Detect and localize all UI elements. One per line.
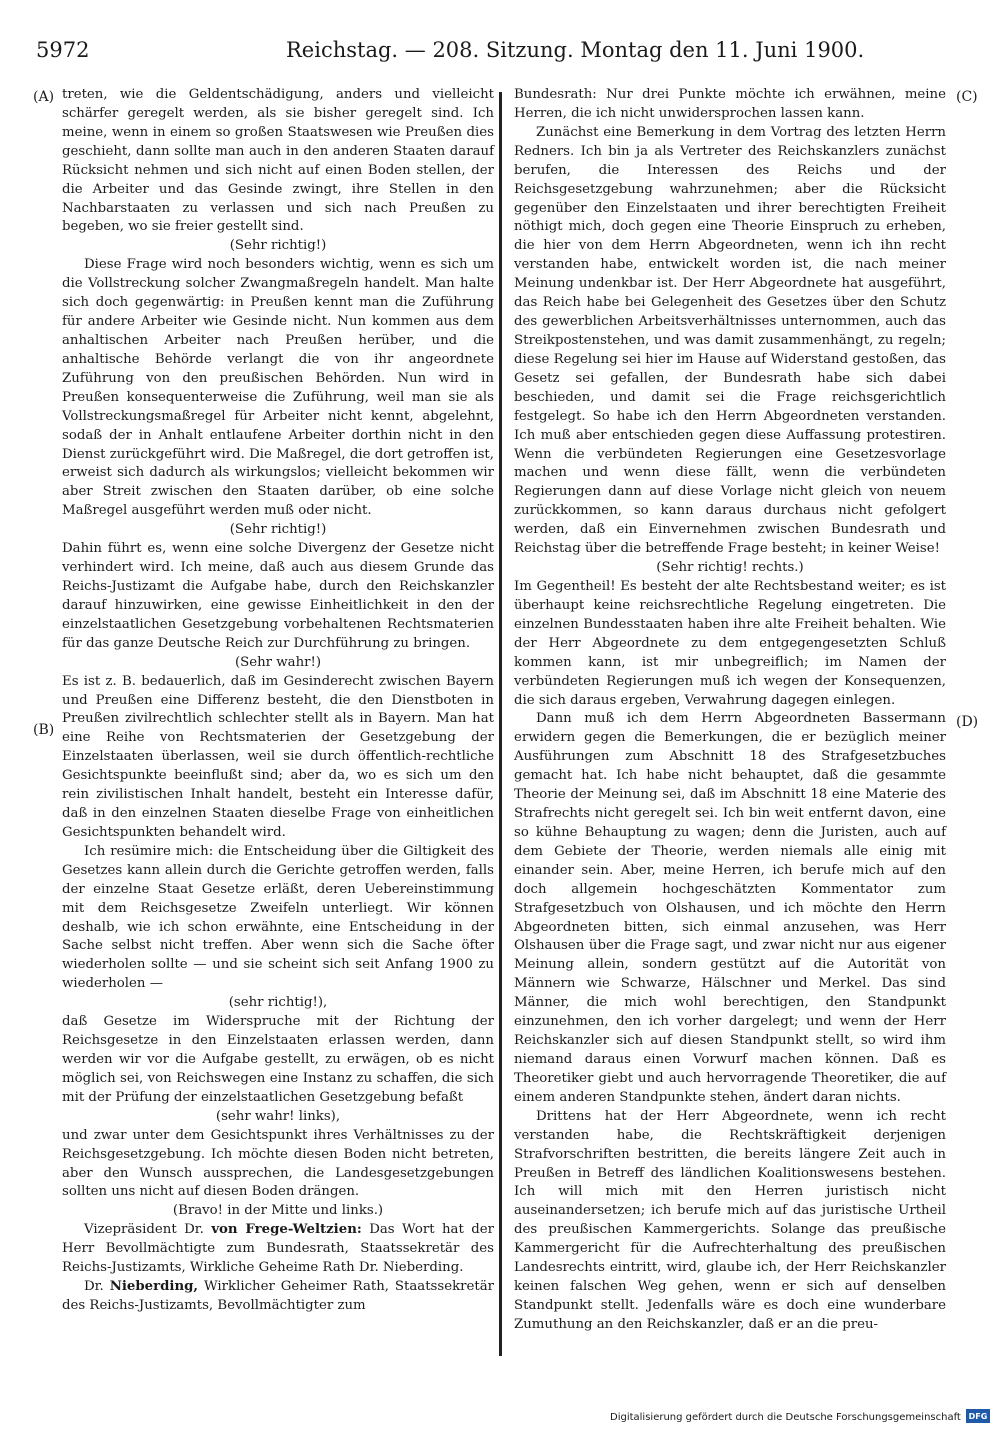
paragraph: Drittens hat der Herr Abgeordnete, wenn ich recht verstanden habe, die Rechtskräftigkeit derjenigen Strafvorschriften bestritten, die bereits längere Zeit auch in Preußen in Betreff des ländlichen Koalitionswesens bestehen. Ich will mich mit den Herren juristisch nicht auseinandersetzen; ich berufe mich auf das juristische Urtheil des preußischen Kammergerichts. Solange das preußische Kammergericht für die Aufrechterhaltung des preußischen Landesrechts eintritt, wird, glaube ich, der Herr Reichskanzler keinen falschen Weg gehen, wenn er sich auf denselben Standpunkt stellt. Jedenfalls wäre es doch eine wunderbare Zumuthung an den Reichskanzler, daß er an die preu-: [514, 1108, 946, 1332]
paragraph: Es ist z. B. bedauerlich, daß im Gesinderecht zwischen Bayern und Preußen eine Differenz besteht, die den Dienstboten in Preußen zivilrechtlich schlechter stellt als in Bayern. Man hat eine Reihe von Rechtsmaterien der Gesetzgebung der Einzelstaaten überlassen, weil sie durch öffentlich-rechtliche Gesichtspunkte beeinflußt sind; aber da, wo es sich um den rein zivilistischen Inhalt handelt, besteht ein Interesse dafür, daß in den einzelnen Staaten dieselbe Frage von einheitlichen Gesichtspunkten behandelt wird.: [62, 673, 494, 840]
paragraph: Dahin führt es, wenn eine solche Divergenz der Gesetze nicht verhindert wird. Ich meine, daß auch aus diesem Grunde das Reichs-Justizamt die Aufgabe habe, durch den Reichskanzler darauf hinzuwirken, eine gewisse Einheitlichkeit in den der einzelstaatlichen Gesetzgebung vorbehaltenen Rechtsmaterien für das ganze Deutsche Reich zur Durchführung zu bringen.: [62, 541, 494, 651]
interjection: (Bravo! in der Mitte und links.): [172, 1203, 384, 1219]
paragraph: Im Gegentheil! Es besteht der alte Rechtsbestand weiter; es ist überhaupt keine reichsrechtliche Regelung eingetreten. Die einzelnen Bundesstaaten haben ihre alte Freiheit behalten. Wie der Herr Abgeordnete zu dem entgegengesetzten Schluß kommen kann, ist mir unbegreiflich; im Namen der verbündeten Regierungen muß ich wegen der Konsequenzen, die sich daraus ergeben, Verwahrung dagegen einlegen.: [514, 578, 946, 708]
interjection: (Sehr richtig!): [229, 238, 327, 254]
page-header: Reichstag. — 208. Sitzung. Montag den 11. Juni 1900.: [286, 38, 865, 62]
interjection: (sehr richtig!),: [228, 995, 328, 1011]
speaker-name: von Frege-Weltzien:: [211, 1222, 362, 1238]
column-divider: [499, 92, 502, 1356]
speaker-title: Vizepräsident Dr.: [84, 1222, 212, 1238]
speaker-text: Wirklicher Geheimer Rath, Staatssekretär des Reichs-Justizamts, Bevollmächtigter zum: [62, 1279, 494, 1313]
interjection: (sehr wahr! links),: [215, 1108, 341, 1124]
speaker-paragraph: [62, 1278, 494, 1316]
speaker-title: Dr.: [84, 1279, 110, 1295]
speaker-name: Nieberding,: [109, 1279, 199, 1295]
paragraph: Ich resümire mich: die Entscheidung über die Giltigkeit des Gesetzes kann allein durch die Gerichte getroffen werden, falls der einzelne Staat Gesetze erläßt, deren Uebereinstimmung mit dem Reichsgesetze Zweifeln unterliegt. Wir können deshalb, wie ich schon erwähnte, eine Entscheidung in der Sache selbst nicht treffen. Aber wenn sich die Sache öfter wiederholen sollte — und sie scheint sich seit Anfang 1900 zu wiederholen —: [62, 843, 494, 992]
margin-marker-a: (A): [33, 89, 55, 105]
speaker-text: Das Wort hat der Herr Bevollmächtigte zum Bundesrath, Staatssekretär des Reichs-Justizamts, Wirkliche Geheime Rath Dr. Nieberding.: [62, 1222, 494, 1276]
paragraph: Zunächst eine Bemerkung in dem Vortrag des letzten Herrn Redners. Ich bin ja als Vertreter des Reichskanzlers zunächst berufen, die Interessen des Reichs und der Reichsgesetzgebung wahrzunehmen; aber die Rücksicht gegenüber den Einzelstaaten und ihrer berechtigten Freiheit nöthigt mich, doch gegen eine Theorie Einspruch zu erheben, die hier von dem Herrn Abgeordneten, wenn ich ihn recht verstanden habe, entwickelt worden ist, die nach meiner Meinung undenkbar ist. Der Herr Abgeordnete hat ausgeführt, das Reich habe bei Gelegenheit des Gesetzes über den Schutz des gewerblichen Arbeitsverhältnisses unternommen, auch das Streikpostenstehen, und was damit zusammenhängt, zu regeln; diese Regelung sei hier im Hause auf Widerstand gestoßen, das Gesetz sei gefallen, der Bundesrath habe sich dabei beschieden, und damit sei die Frage reichsgerichtlich festgelegt. So habe ich den Herrn Abgeordneten verstanden. Ich muß aber entschieden gegen diese Auffassung protestiren. Wenn die verbündeten Regierungen eine Gesetzesvorlage machen und wenn diese fällt, wenn die verbündeten Regierungen dann auf diese Vorlage nicht gleich von neuem zurückkommen, so kann daraus durchaus nicht gefolgert werden, daß ein Einvernehmen zwischen Bundesrath und Reichstag über die betreffende Frage besteht; in keiner Weise!: [514, 124, 946, 557]
paragraph: Diese Frage wird noch besonders wichtig, wenn es sich um die Vollstreckung solcher Zwangmaßregeln handelt. Man halte sich doch gegenwärtig: in Preußen kennt man die Zuführung für andere Arbeiter wie Gesinde nicht. Nun kommen aus dem anhaltischen Arbeiter nach Preußen herüber, und die anhaltische Behörde verlangt die von ihr angeordnete Zuführung von den preußischen Behörden. Nun wird in Preußen konsequenterweise die Zuführung, weil man sie als Vollstreckungsmaßregel für Arbeiter nicht kennt, abgelehnt, sodaß der in Anhalt entlaufene Arbeiter dorthin nicht in den Dienst zurückgeführt wird. Die Maßregel, die dort getroffen ist, erweist sich dadurch als wirkungslos; vielleicht bekommen wir aber Streit zwischen den Staaten darüber, ob eine solche Maßregel ausgeführt werden muß oder nicht.: [62, 257, 494, 519]
margin-marker-c: (C): [956, 89, 978, 105]
margin-marker-b: (B): [33, 722, 55, 738]
page-number: 5972: [36, 38, 90, 62]
digitization-credit: Digitalisierung gefördert durch die Deutsche Forschungsgemeinschaft: [610, 1412, 961, 1423]
paragraph: und zwar unter dem Gesichtspunkt ihres Verhältnisses zu der Reichsgesetzgebung. Ich möchte diesen Boden nicht betreten, aber den Wunsch aussprechen, die Landesgesetzgebungen sollten uns nicht auf diesen Boden drängen.: [62, 1127, 494, 1200]
speaker-paragraph: [62, 1221, 494, 1278]
paragraph: treten, wie die Geldentschädigung, anders und vielleicht schärfer geregelt werden, als sie bisher geregelt sind. Ich meine, wenn in einem so großen Staatswesen wie Preußen dies geschieht, dann sollte man auch in den anderen Staaten darauf Rücksicht nehmen und sich nicht auf einen Boden stellen, der die Arbeiter und das Gesinde zwingt, ihre Stellen in den Nachbarstaaten zu verlassen und sich nach Preußen zu begeben, wo sie freier gestellt sind.: [62, 87, 494, 235]
interjection: (Sehr wahr!): [234, 654, 322, 670]
left-column: [62, 86, 494, 1316]
paragraph: Dann muß ich dem Herrn Abgeordneten Bassermann erwidern gegen die Bemerkungen, die er bezüglich meiner Ausführungen zum Abschnitt 18 des Strafgesetzbuches gemacht hat. Ich habe nicht behauptet, daß die gesammte Theorie der Meinung sei, daß im Abschnitt 18 eine Materie des Strafrechts nicht geregelt sei. Ich bin weit entfernt davon, eine so kühne Behauptung zu wagen; denn die Juristen, auch auf dem Gebiete der Theorie, werden niemals alle einig mit einander sein. Aber, meine Herren, ich berufe mich auf den doch allgemein hochgeschätzten Kommentator zum Strafgesetzbuch von Olshausen, und ich möchte den Herrn Abgeordneten bitten, sich einmal anzusehen, was Herr Olshausen über die Frage sagt, und zwar nicht nur aus eigener Meinung allein, sondern gestützt auf die Autorität von Männern wie Schwarze, Hälschner und Merkel. Das sind Männer, die mich wohl berechtigen, den Standpunkt einzunehmen, den ich vorher dargelegt; und wenn der Herr Reichskanzler sich auf diesen Standpunkt stellt, so wird ihm niemand daraus einen Vorwurf machen können. Daß es Theoretiker giebt und auch hervorragende Theoretiker, die auf einem anderen Standpunkte stehen, ändert daran nichts.: [514, 711, 946, 1105]
margin-marker-d: (D): [956, 714, 979, 730]
interjection: (Sehr richtig! rechts.): [656, 560, 804, 576]
interjection: (Sehr richtig!): [229, 522, 327, 538]
right-column: [514, 86, 946, 1335]
paragraph: Bundesrath: Nur drei Punkte möchte ich erwähnen, meine Herren, die ich nicht unwidersprochen lassen kann.: [514, 87, 946, 121]
paragraph: daß Gesetze im Widerspruche mit der Richtung der Reichsgesetze in den Einzelstaaten erlassen werden, dann werden wir vor die Aufgabe gestellt, zu erwägen, ob es nicht möglich sei, von Reichswegen eine Instanz zu schaffen, die sich mit der Prüfung der einzelstaatlichen Gesetzgebung befaßt: [62, 1014, 494, 1105]
dfg-logo: DFG: [966, 1409, 990, 1423]
